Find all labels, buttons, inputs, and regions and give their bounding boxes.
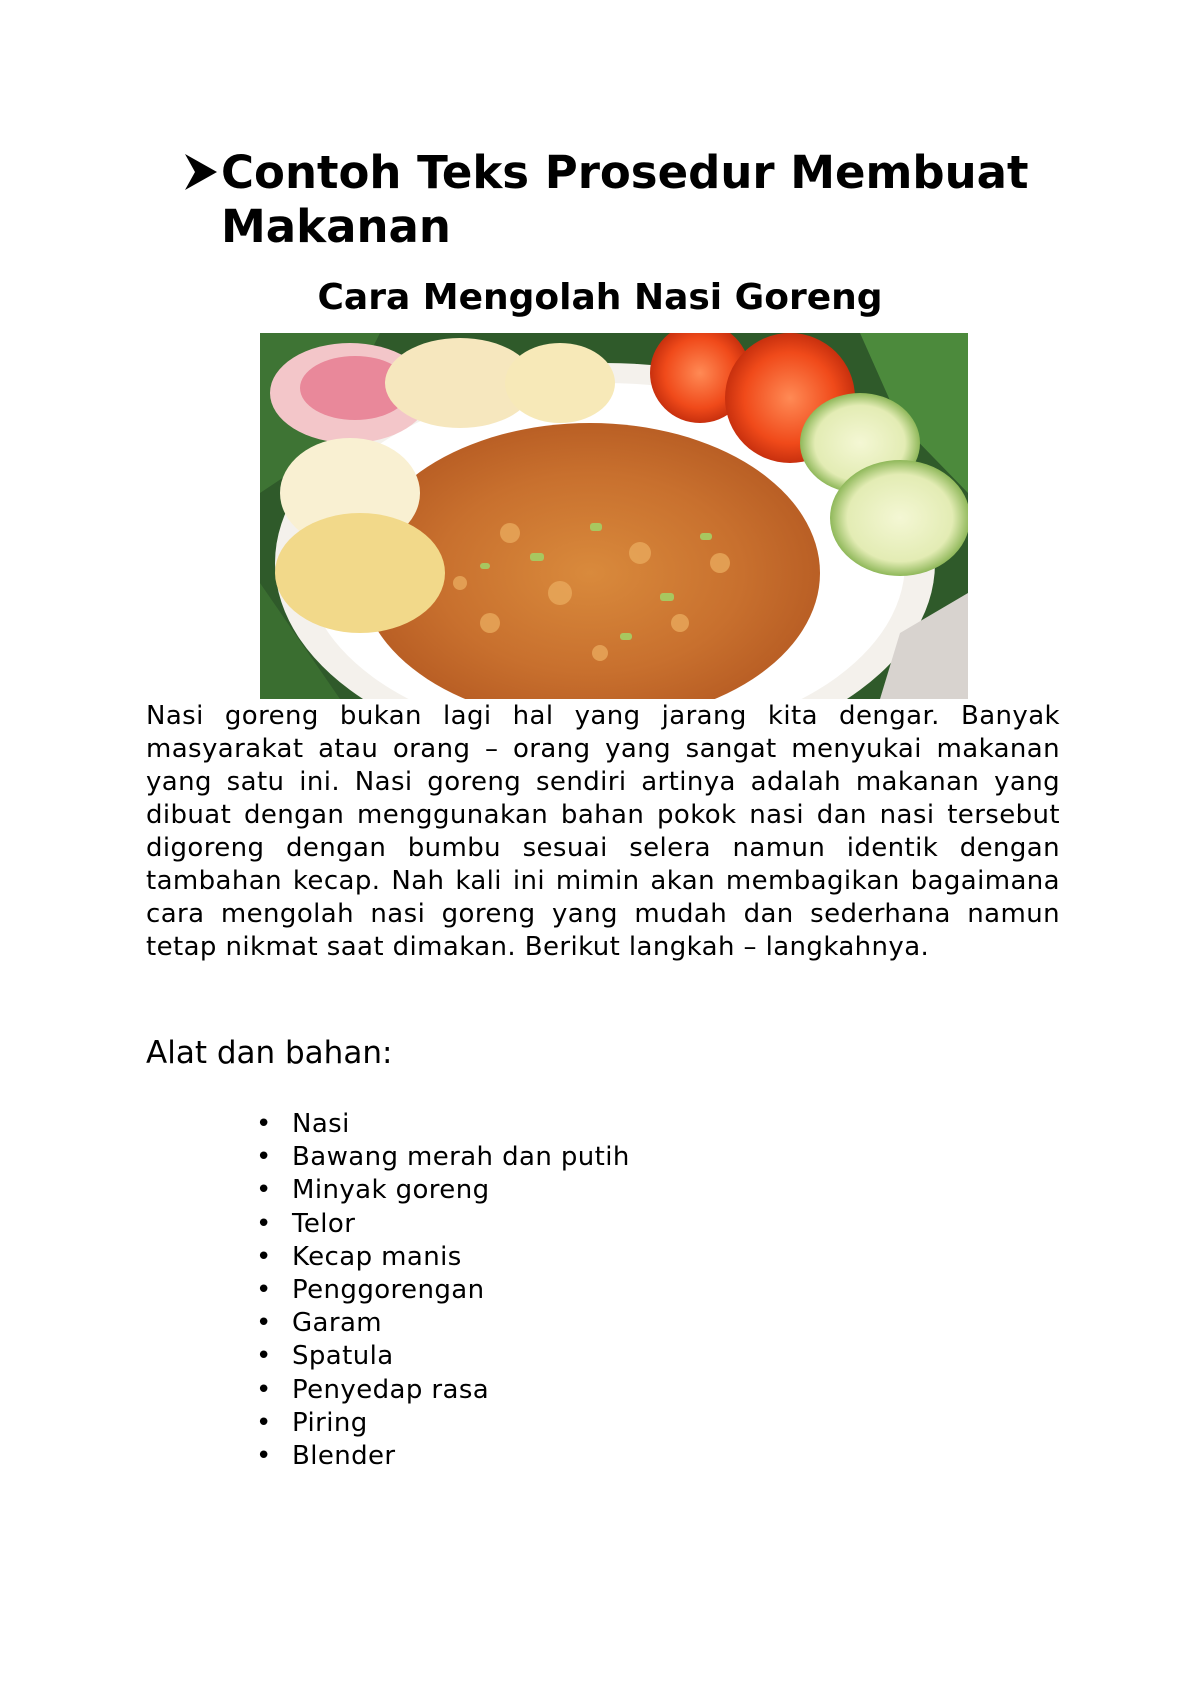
nasi-goreng-photo: [260, 333, 968, 699]
tools-ingredients-heading: Alat dan bahan:: [146, 1035, 393, 1071]
list-item-label: Garam: [292, 1308, 383, 1339]
list-item: [252, 1241, 630, 1274]
bullet-icon: •: [256, 1275, 272, 1306]
list-item: [252, 1407, 630, 1440]
list-item-label: Bawang merah dan putih: [292, 1142, 630, 1173]
arrowhead-bullet-icon: [183, 152, 219, 192]
list-item: [252, 1374, 630, 1407]
list-item: [252, 1307, 630, 1340]
list-item: [252, 1440, 630, 1473]
bullet-icon: •: [256, 1441, 272, 1472]
list-item: [252, 1174, 630, 1207]
bullet-icon: •: [256, 1142, 272, 1173]
list-item-label: Penyedap rasa: [292, 1374, 490, 1405]
bullet-icon: •: [256, 1175, 272, 1206]
ingredients-list: [252, 1108, 630, 1473]
list-item: [252, 1141, 630, 1174]
list-item: [252, 1274, 630, 1307]
bullet-icon: •: [256, 1241, 272, 1272]
list-item-label: Penggorengan: [292, 1275, 485, 1306]
bullet-icon: •: [256, 1208, 272, 1239]
intro-paragraph: Nasi goreng bukan lagi hal yang jarang kita dengar. Banyak masyarakat atau orang – orang yang sangat menyukai makanan yang satu ini. Nasi goreng sendiri artinya adalah makanan yang dibuat dengan menggunakan bahan pokok nasi dan nasi tersebut digoreng dengan bumbu sesuai selera namun identik dengan tambahan kecap. Nah kali ini mimin akan membagikan bagaimana cara mengolah nasi goreng yang mudah dan sederhana namun tetap nikmat saat dimakan. Berikut langkah – langkahnya.: [146, 701, 1060, 962]
list-item: [252, 1208, 630, 1241]
list-item-label: Nasi: [292, 1109, 350, 1139]
list-item-label: Kecap manis: [292, 1241, 462, 1272]
list-item-label: Minyak goreng: [292, 1175, 490, 1206]
list-item-label: Spatula: [292, 1341, 394, 1372]
bullet-icon: •: [256, 1341, 272, 1372]
bullet-icon: •: [256, 1109, 272, 1139]
list-item-label: Telor: [292, 1208, 356, 1239]
main-heading-text: Contoh Teks Prosedur Membuat Makanan: [221, 146, 1029, 253]
recipe-subtitle: Cara Mengolah Nasi Goreng: [317, 277, 883, 318]
bullet-icon: •: [256, 1374, 272, 1405]
list-item: [252, 1108, 630, 1141]
list-item-label: Blender: [292, 1441, 396, 1472]
list-item-label: Piring: [292, 1407, 368, 1438]
bullet-icon: •: [256, 1407, 272, 1438]
bullet-icon: •: [256, 1308, 272, 1339]
list-item: [252, 1340, 630, 1373]
